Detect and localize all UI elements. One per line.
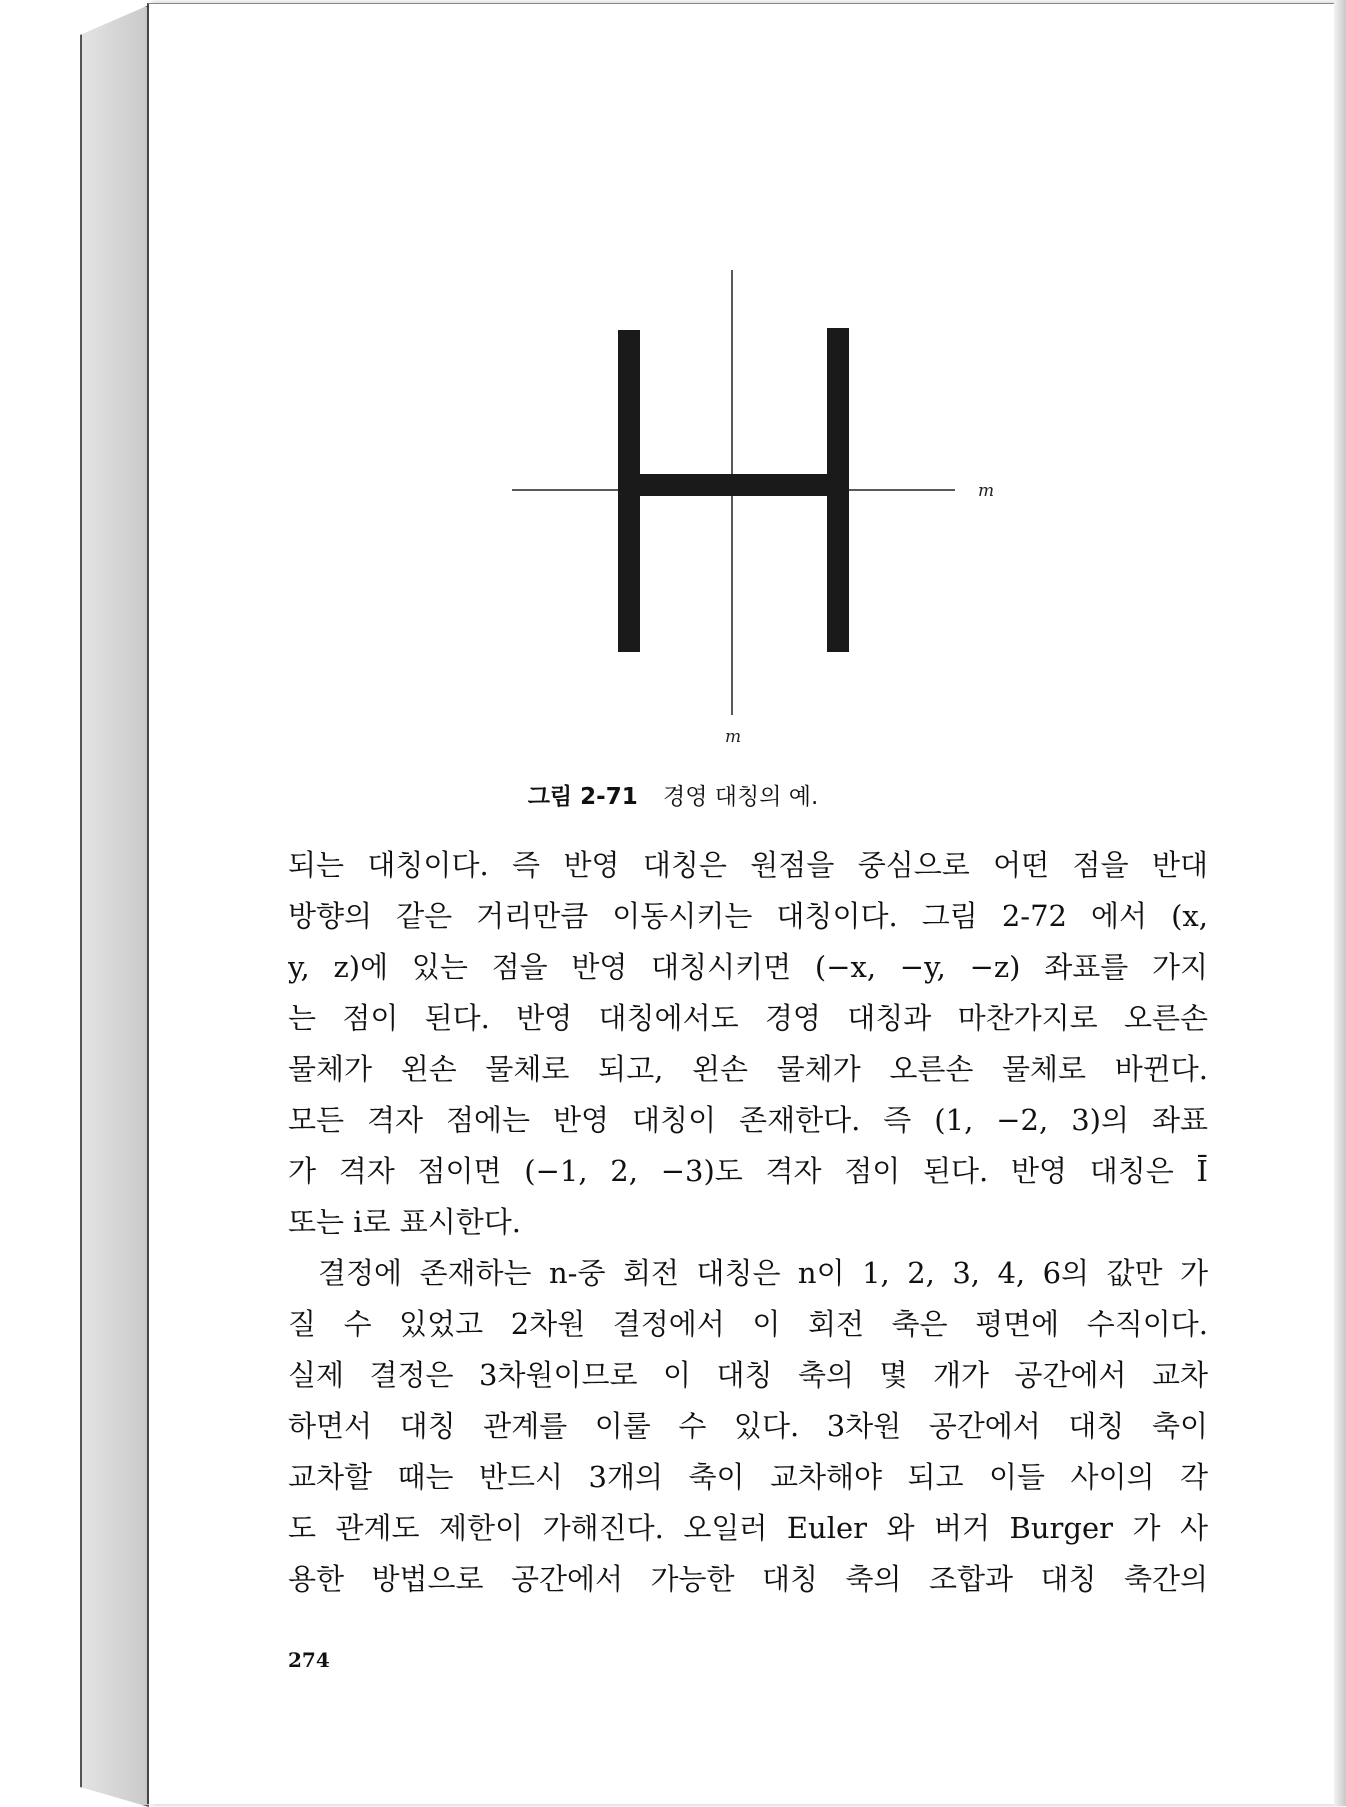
text-line: 모든 격자 점에는 반영 대칭이 존재한다. 즉 (1, −2, 3)의 좌표	[288, 1103, 1208, 1137]
text-line: 가 격자 점이면 (−1, 2, −3)도 격자 점이 된다. 반영 대칭은 Ī	[288, 1154, 1208, 1188]
body-text	[288, 840, 1208, 1605]
book-spine	[80, 5, 149, 1807]
paragraph-1	[288, 840, 1208, 1248]
mirror-label-vertical: m	[725, 727, 742, 747]
figure-caption	[0, 778, 1346, 811]
paragraph-2	[288, 1248, 1208, 1605]
text-line: 하면서 대칭 관계를 이룰 수 있다. 3차원 공간에서 대칭 축이	[288, 1409, 1208, 1443]
page-number: 274	[288, 1648, 330, 1672]
text-line: 는 점이 된다. 반영 대칭에서도 경영 대칭과 마찬가지로 오른손	[288, 1001, 1208, 1035]
text-line: 용한 방법으로 공간에서 가능한 대칭 축의 조합과 대칭 축간의	[288, 1562, 1208, 1596]
text-line: y, z)에 있는 점을 반영 대칭시키면 (−x, −y, −z) 좌표를 가지	[288, 950, 1208, 984]
text-line: 교차할 때는 반드시 3개의 축이 교차해야 되고 이들 사이의 각	[288, 1460, 1208, 1494]
text-line: 도 관계도 제한이 가해진다. 오일러 Euler 와 버거 Burger 가 사	[288, 1511, 1208, 1545]
text-line: 질 수 있었고 2차원 결정에서 이 회전 축은 평면에 수직이다.	[288, 1307, 1208, 1341]
text-line: 또는 i로 표시한다.	[288, 1205, 522, 1239]
caption-number: 그림 2-71	[527, 784, 638, 810]
h-left-bar	[618, 330, 640, 652]
text-line: 결정에 존재하는 n-중 회전 대칭은 n이 1, 2, 3, 4, 6의 값만 가	[318, 1256, 1208, 1290]
caption-text: 경영 대칭의 예.	[663, 784, 819, 810]
text-line: 되는 대칭이다. 즉 반영 대칭은 원점을 중심으로 어떤 점을 반대	[288, 848, 1208, 882]
text-line: 실제 결정은 3차원이므로 이 대칭 축의 몇 개가 공간에서 교차	[288, 1358, 1208, 1392]
page-edge	[1334, 0, 1346, 1806]
mirror-symmetry-figure	[500, 260, 1000, 760]
h-cross-bar	[638, 474, 829, 496]
h-right-bar	[827, 328, 849, 652]
text-line: 물체가 왼손 물체로 되고, 왼손 물체가 오른손 물체로 바뀐다.	[288, 1052, 1208, 1086]
text-line: 방향의 같은 거리만큼 이동시키는 대칭이다. 그림 2-72 에서 (x,	[288, 899, 1208, 933]
mirror-label-horizontal: m	[978, 481, 995, 501]
figure-drawing	[500, 260, 1000, 760]
